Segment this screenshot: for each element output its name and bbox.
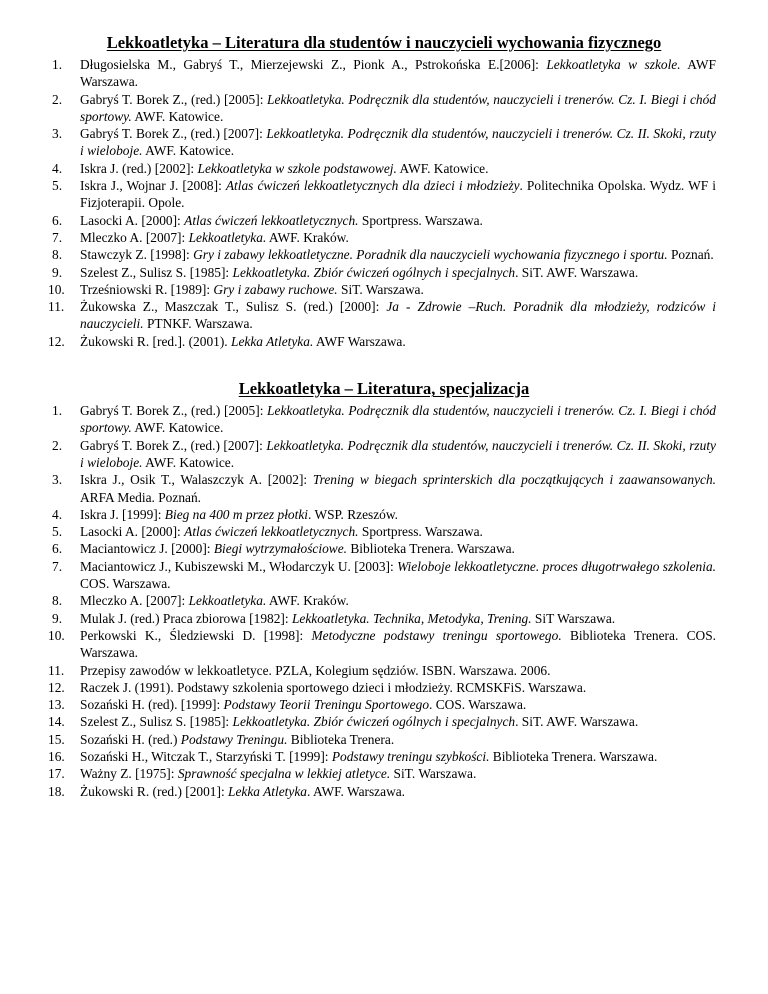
reference-item	[52, 540, 716, 557]
reference-title: Lekkoatletyka.	[188, 593, 267, 609]
reference-authors: Ważny Z. [1975]:	[80, 766, 178, 782]
reference-title: Lekkoatletyka. Zbiór ćwiczeń ogólnych i specjalnych	[232, 264, 516, 280]
reference-publisher: AWF. Katowice.	[142, 143, 235, 159]
reference-publisher: Biblioteka Trenera. Warszawa.	[489, 748, 658, 764]
reference-authors: Perkowski K., Śledziewski D. [1998]:	[80, 627, 312, 643]
reference-authors: Sozański H. (red.)	[80, 731, 181, 747]
reference-publisher: Poznań.	[667, 247, 714, 263]
reference-authors: Mulak J. (red.) Praca zbiorowa [1982]:	[80, 610, 292, 626]
reference-title: Metodyczne podstawy treningu sportowego.	[311, 627, 562, 643]
reference-number: 18.	[48, 783, 65, 799]
reference-authors: Trześniowski R. [1989]:	[80, 281, 214, 297]
reference-publisher: . SiT. AWF. Warszawa.	[515, 264, 639, 280]
reference-authors: Iskra J., Osik T., Walaszczyk A. [2002]:	[80, 472, 313, 488]
reference-publisher: SiT. Warszawa.	[337, 281, 424, 297]
reference-title: Podstawy Teorii Treningu Sportowego	[223, 697, 430, 713]
reference-number: 2.	[52, 91, 63, 107]
reference-title: Podstawy treningu szybkości.	[331, 748, 490, 764]
reference-title: Sprawność specjalna w lekkiej atletyce.	[177, 766, 391, 782]
reference-publisher: ARFA Media. Poznań.	[80, 489, 202, 505]
reference-item	[52, 506, 716, 523]
section-1-title: Lekkoatletyka – Literatura dla studentów i nauczycieli wychowania fizycznego	[106, 33, 662, 52]
reference-number: 9.	[52, 264, 63, 280]
reference-number: 3.	[52, 126, 63, 142]
reference-authors: Maciantowicz J. [2000]:	[80, 541, 214, 557]
reference-number: 8.	[52, 247, 63, 263]
reference-authors: Iskra J., Wojnar J. [2008]:	[80, 178, 226, 194]
reference-title: Lekkoatletyka w szkole.	[546, 57, 681, 72]
reference-number: 3.	[52, 472, 63, 488]
reference-title: Lekkoatletyka. Podręcznik dla studentów, nauczycieli i trenerów. Cz. II. Skoki, rzuty i wieloboje.	[80, 437, 716, 470]
reference-authors: Żukowska Z., Maszczak T., Sulisz S. (red.) [2000]:	[80, 299, 387, 315]
reference-item	[52, 471, 716, 506]
reference-publisher: Sportpress. Warszawa.	[358, 524, 483, 540]
reference-title: Gry i zabawy ruchowe.	[213, 281, 338, 297]
reference-authors: Gabryś T. Borek Z., (red.) [2007]:	[80, 126, 267, 142]
reference-publisher: Biblioteka Trenera. COS. Warszawa.	[80, 627, 716, 661]
reference-item	[52, 246, 716, 263]
reference-item	[48, 696, 716, 713]
reference-authors: Lasocki A. [2000]:	[80, 212, 185, 228]
reference-publisher: SiT Warszawa.	[531, 610, 616, 626]
reference-publisher: Biblioteka Trenera.	[287, 731, 395, 747]
reference-number: 2.	[52, 437, 63, 453]
section-1-list	[48, 56, 716, 350]
reference-item	[52, 402, 716, 437]
reference-number: 10.	[48, 281, 65, 297]
reference-number: 11.	[48, 299, 65, 315]
reference-item	[52, 125, 716, 160]
reference-item	[52, 177, 716, 212]
reference-publisher: . Politechnika Opolska. Wydz. WF i Fizjoterapii. Opole.	[80, 178, 716, 211]
reference-publisher: SiT. Warszawa.	[390, 766, 477, 782]
reference-title: Lekkoatletyka. Podręcznik dla studentów, nauczycieli i trenerów. Cz. II. Skoki, rzuty i wieloboje.	[80, 126, 716, 159]
reference-item	[52, 229, 716, 246]
reference-number: 4.	[52, 160, 63, 176]
reference-publisher: AWF. Katowice.	[131, 108, 224, 124]
reference-authors: Żukowski R. (red.) [2001]:	[80, 783, 229, 799]
reference-item	[52, 558, 716, 593]
reference-publisher: Biblioteka Trenera. Warszawa.	[347, 541, 515, 557]
reference-authors: Szelest Z., Sulisz S. [1985]:	[80, 714, 233, 730]
reference-authors: Przepisy zawodów w lekkoatletyce. PZLA, Kolegium sędziów. ISBN. Warszawa. 2006.	[80, 662, 551, 678]
reference-item	[48, 627, 716, 662]
reference-authors: Gabryś T. Borek Z., (red.) [2005]:	[80, 91, 268, 107]
reference-authors: Stawczyk Z. [1998]:	[80, 247, 194, 263]
reference-authors: Maciantowicz J., Kubiszewski M., Włodarczyk U. [2003]:	[80, 558, 398, 574]
reference-authors: Szelest Z., Sulisz S. [1985]:	[80, 264, 233, 280]
reference-publisher: AWF. Katowice.	[131, 420, 224, 436]
reference-authors: Gabryś T. Borek Z., (red.) [2005]:	[80, 403, 268, 419]
reference-number: 5.	[52, 178, 63, 194]
reference-item	[52, 610, 716, 627]
reference-title: Bieg na 400 m przez płotki	[164, 506, 308, 522]
reference-number: 7.	[52, 558, 63, 574]
reference-title: Atlas ćwiczeń lekkoatletycznych.	[184, 524, 359, 540]
reference-title: Gry i zabawy lekkoatletyczne. Poradnik dla nauczycieli wychowania fizycznego i sportu.	[193, 247, 668, 263]
reference-publisher: PTNKF. Warszawa.	[143, 316, 253, 332]
reference-authors: Raczek J. (1991). Podstawy szkolenia sportowego dzieci i młodzieży. RCMSKFiS. Warszawa.	[80, 679, 587, 695]
reference-number: 6.	[52, 541, 63, 557]
reference-item	[48, 765, 716, 782]
reference-authors: Lasocki A. [2000]:	[80, 524, 185, 540]
reference-item	[52, 56, 716, 91]
reference-title: Lekkoatletyka. Podręcznik dla studentów, nauczycieli i trenerów. Cz. I. Biegi i chód sportowy.	[80, 403, 716, 436]
reference-number: 17.	[48, 766, 65, 782]
reference-title: Lekka Atletyka.	[231, 333, 314, 349]
reference-number: 1.	[52, 403, 63, 419]
section-2-title: Lekkoatletyka – Literatura, specjalizacja	[238, 379, 530, 399]
reference-publisher: COS. Warszawa.	[80, 576, 171, 592]
reference-title: Lekkoatletyka. Podręcznik dla studentów, nauczycieli i trenerów. Cz. I. Biegi i chód sportowy.	[80, 91, 716, 124]
reference-number: 14.	[48, 714, 65, 730]
reference-item	[52, 212, 716, 229]
reference-item	[48, 333, 716, 350]
reference-title: Atlas ćwiczeń lekkoatletycznych dla dzieci i młodzieży	[225, 178, 520, 194]
reference-number: 12.	[48, 679, 65, 695]
reference-number: 8.	[52, 593, 63, 609]
reference-title: Lekkoatletyka.	[188, 229, 267, 245]
reference-number: 12.	[48, 333, 65, 349]
reference-item	[52, 91, 716, 126]
reference-authors: Żukowski R. [red.]. (2001).	[80, 333, 231, 349]
reference-authors: Iskra J. (red.) [2002]:	[80, 160, 198, 176]
reference-authors: Długosielska M., Gabryś T., Mierzejewski Z., Pionk A., Pstrokońska E.[2006]:	[80, 57, 547, 72]
reference-item	[48, 713, 716, 730]
reference-item	[52, 264, 716, 281]
reference-authors: Iskra J. [1999]:	[80, 506, 165, 522]
reference-number: 16.	[48, 748, 65, 764]
reference-publisher: Sportpress. Warszawa.	[358, 212, 483, 228]
reference-item	[48, 662, 716, 679]
reference-number: 11.	[48, 662, 65, 678]
reference-number: 7.	[52, 229, 63, 245]
reference-publisher: AWF. Katowice.	[142, 454, 235, 470]
reference-publisher: AWF Warszawa.	[313, 333, 406, 349]
reference-item	[48, 748, 716, 765]
reference-number: 4.	[52, 506, 63, 522]
reference-title: Lekkoatletyka w szkole podstawowej.	[197, 160, 397, 176]
reference-item	[52, 160, 716, 177]
reference-item	[52, 437, 716, 472]
reference-item	[48, 679, 716, 696]
reference-number: 5.	[52, 524, 63, 540]
reference-publisher: AWF. Kraków.	[266, 229, 349, 245]
reference-authors: Sozański H., Witczak T., Starzyński T. [1999]:	[80, 748, 332, 764]
reference-publisher: AWF. Kraków.	[266, 593, 349, 609]
reference-publisher: . COS. Warszawa.	[429, 697, 527, 713]
reference-publisher: AWF Warszawa.	[80, 57, 716, 90]
reference-number: 10.	[48, 627, 65, 643]
reference-authors: Sozański H. (red). [1999]:	[80, 697, 224, 713]
reference-number: 9.	[52, 610, 63, 626]
reference-publisher: AWF. Katowice.	[396, 160, 489, 176]
reference-title: Trening w biegach sprinterskich dla początkujących i zaawansowanych.	[312, 472, 716, 488]
reference-number: 1.	[52, 57, 63, 72]
reference-number: 15.	[48, 731, 65, 747]
reference-number: 13.	[48, 697, 65, 713]
reference-authors: Gabryś T. Borek Z., (red.) [2007]:	[80, 437, 267, 453]
reference-publisher: . WSP. Rzeszów.	[308, 506, 399, 522]
reference-title: Wieloboje lekkoatletyczne. proces długotrwałego szkolenia.	[397, 558, 716, 574]
document-page	[48, 32, 716, 800]
reference-title: Ja - Zdrowie –Ruch. Poradnik dla młodzieży, rodziców i nauczycieli.	[80, 299, 716, 332]
reference-title: Lekka Atletyka	[228, 783, 307, 799]
reference-publisher: . SiT. AWF. Warszawa.	[515, 714, 639, 730]
section-2-list	[48, 402, 716, 800]
reference-item	[48, 281, 716, 298]
reference-title: Biegi wytrzymałościowe.	[213, 541, 348, 557]
reference-title: Lekkoatletyka. Technika, Metodyka, Trening.	[291, 610, 532, 626]
reference-authors: Mleczko A. [2007]:	[80, 229, 189, 245]
reference-authors: Mleczko A. [2007]:	[80, 593, 189, 609]
reference-title: Lekkoatletyka. Zbiór ćwiczeń ogólnych i specjalnych	[232, 714, 516, 730]
reference-item	[48, 783, 716, 800]
reference-title: Podstawy Treningu.	[180, 731, 288, 747]
reference-item	[48, 298, 716, 333]
reference-number: 6.	[52, 212, 63, 228]
reference-item	[48, 731, 716, 748]
reference-item	[52, 592, 716, 609]
reference-item	[52, 523, 716, 540]
reference-title: Atlas ćwiczeń lekkoatletycznych.	[184, 212, 359, 228]
reference-publisher: . AWF. Warszawa.	[306, 783, 406, 799]
